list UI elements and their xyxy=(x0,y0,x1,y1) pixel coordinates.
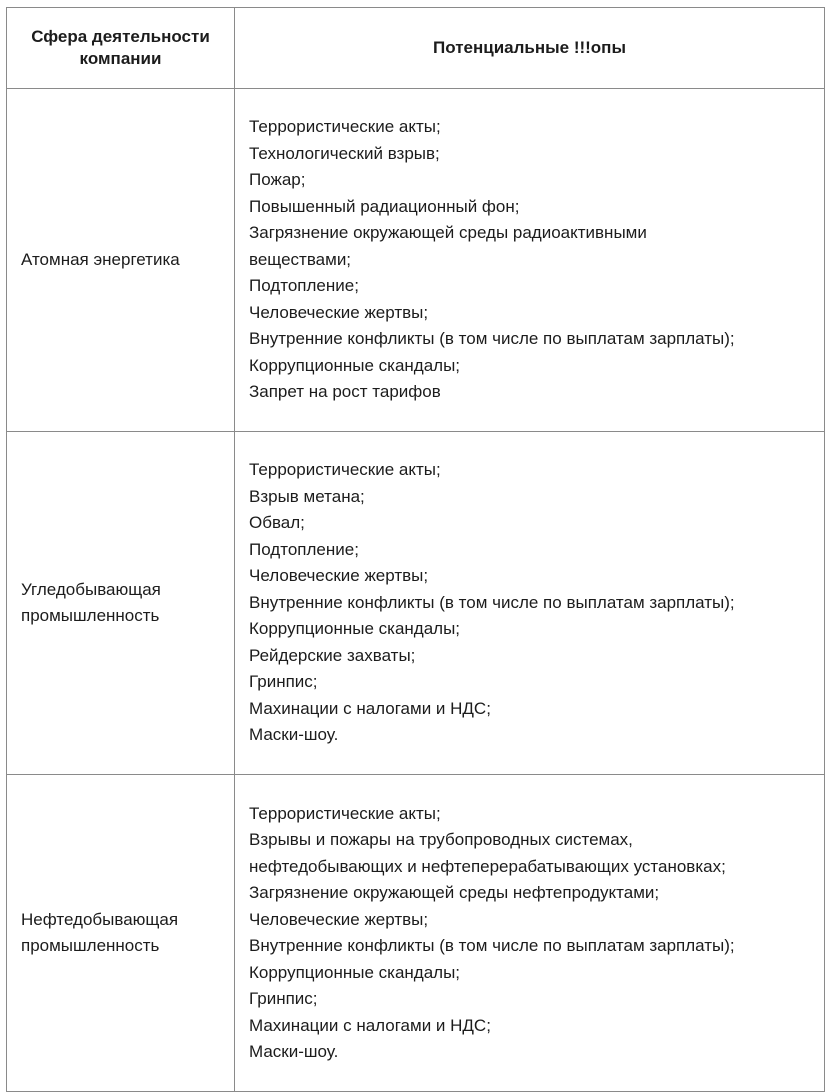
list-item: нефтедобывающих и нефтеперерабатывающих установках; xyxy=(249,856,726,876)
list-item: Рейдерские захваты; xyxy=(249,645,416,665)
list-item: Маски-шоу. xyxy=(249,725,339,745)
list-item: веществами; xyxy=(249,249,352,269)
table-row xyxy=(7,432,825,775)
list-item: Технологический взрыв; xyxy=(249,143,440,163)
list-item: Обвал; xyxy=(249,513,305,533)
list-item: Подтопление; xyxy=(249,539,359,559)
header-sphere: Сфера деятельности компании xyxy=(7,8,235,89)
sphere-cell: Атомная энергетика xyxy=(7,89,235,432)
list-item: Загрязнение окружающей среды радиоактивными xyxy=(249,223,647,243)
list-item: Взрывы и пожары на трубопроводных системах, xyxy=(249,830,633,849)
header-risks: Потенциальные !!!опы xyxy=(235,8,825,89)
list-item: Внутренние конфликты (в том числе по выплатам зарплаты); xyxy=(249,329,735,349)
list-item: Повышенный радиационный фон; xyxy=(249,196,520,216)
list-item: Террористические акты; xyxy=(249,117,441,137)
list-item: Загрязнение окружающей среды нефтепродуктами; xyxy=(249,883,660,902)
list-item: Взрыв метана; xyxy=(249,486,365,506)
list-item: Пожар; xyxy=(249,170,306,190)
list-item: Маски-шоу. xyxy=(249,1042,339,1061)
list-item: Гринпис; xyxy=(249,989,318,1008)
list-item: Человеческие жертвы; xyxy=(249,302,429,322)
risk-list xyxy=(249,114,818,406)
list-item: Внутренние конфликты (в том числе по выплатам зарплаты); xyxy=(249,592,735,612)
list-item: Террористические акты; xyxy=(249,803,441,823)
risk-list xyxy=(249,801,818,1066)
risk-table xyxy=(6,7,825,1092)
risks-cell xyxy=(235,775,825,1092)
list-item: Коррупционные скандалы; xyxy=(249,962,461,982)
list-item: Человеческие жертвы; xyxy=(249,566,429,586)
risks-cell xyxy=(235,432,825,775)
table-row xyxy=(7,89,825,432)
list-item: Гринпис; xyxy=(249,672,318,692)
list-item: Коррупционные скандалы; xyxy=(249,619,461,639)
list-item: Внутренние конфликты (в том числе по выплатам зарплаты); xyxy=(249,936,735,955)
sphere-cell: Нефтедобывающая промышленность xyxy=(7,775,235,1092)
risks-cell xyxy=(235,89,825,432)
list-item: Махинации с налогами и НДС; xyxy=(249,698,491,718)
list-item: Запрет на рост тарифов xyxy=(249,382,441,402)
list-item: Человеческие жертвы; xyxy=(249,909,429,929)
list-item: Подтопление; xyxy=(249,276,359,296)
header-row xyxy=(7,8,825,89)
list-item: Коррупционные скандалы; xyxy=(249,355,461,375)
list-item: Махинации с налогами и НДС; xyxy=(249,1015,491,1035)
risk-list xyxy=(249,457,818,749)
table-row xyxy=(7,775,825,1092)
list-item: Террористические акты; xyxy=(249,460,441,480)
sphere-cell: Угледобывающая промышленность xyxy=(7,432,235,775)
